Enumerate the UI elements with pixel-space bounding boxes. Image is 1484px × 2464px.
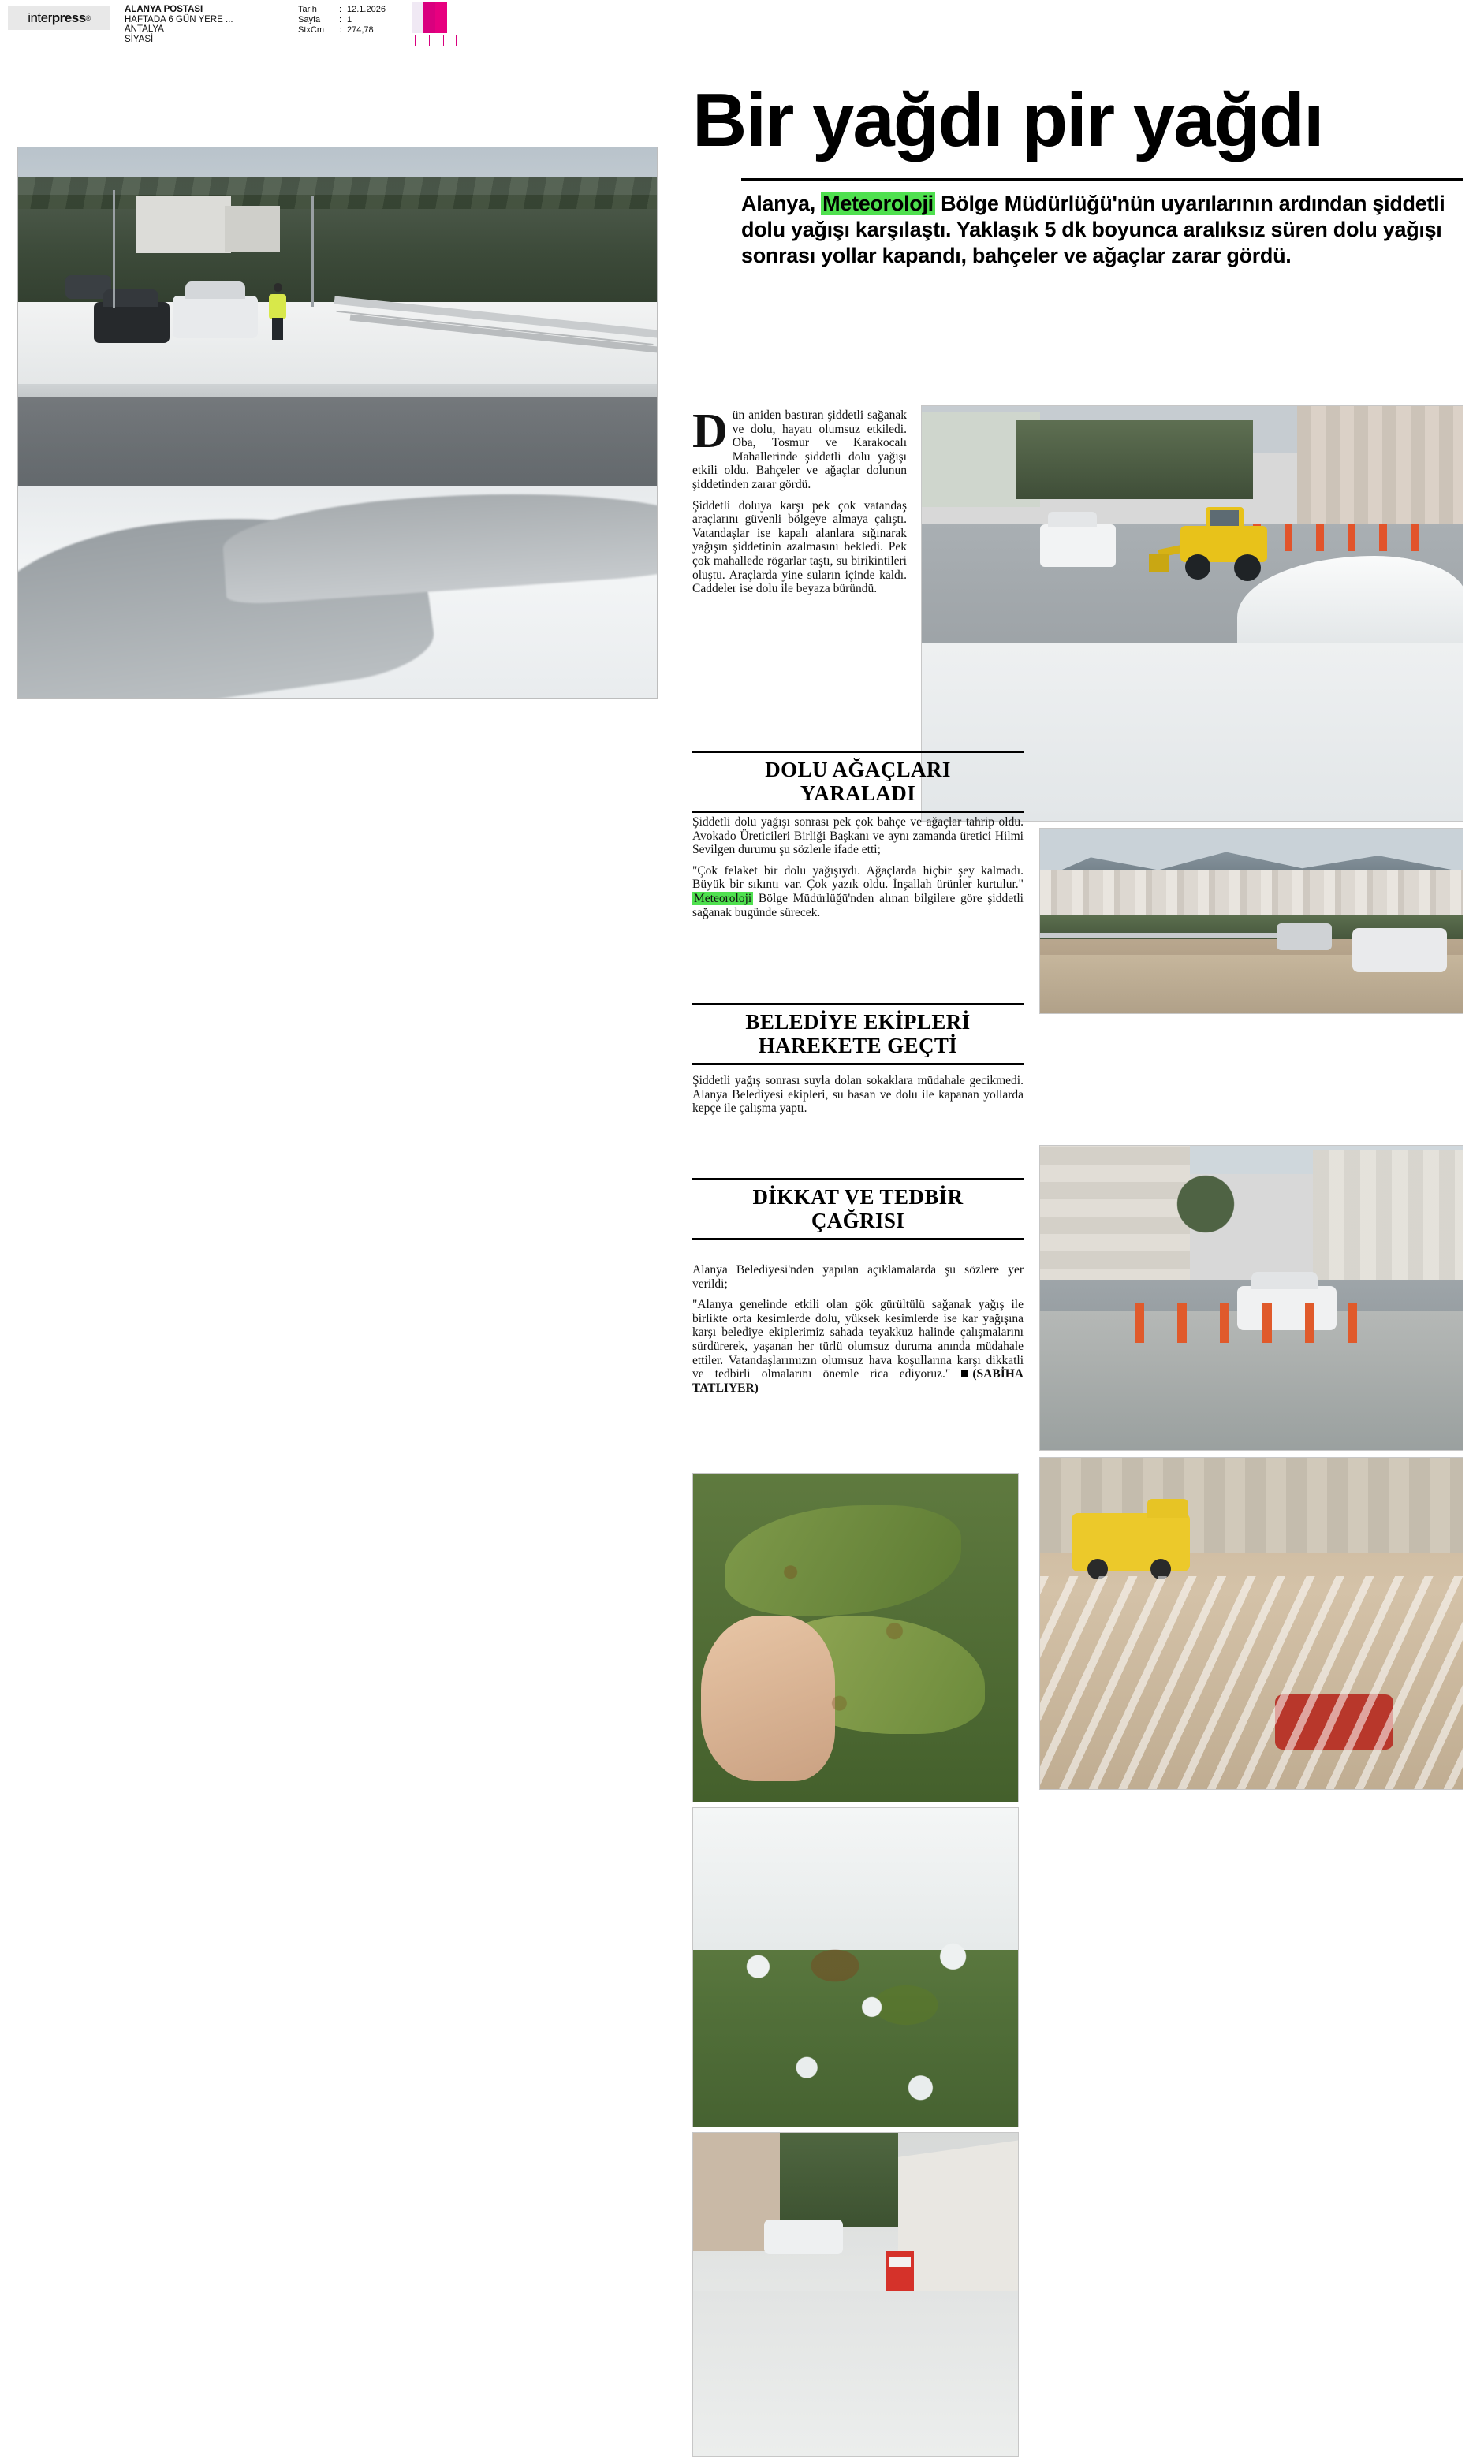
- publication-city: ANTALYA: [125, 24, 164, 35]
- photo-car-dark: [94, 302, 170, 343]
- photo-worker-legs: [272, 318, 283, 340]
- photo-palm-tree: [1158, 1169, 1253, 1256]
- photo-van-cab: [1147, 1499, 1188, 1518]
- photo-loader-windshield: [1210, 510, 1239, 526]
- subhead-2-line-2: HAREKETE GEÇTİ: [758, 1034, 958, 1057]
- end-square-icon: [961, 1370, 968, 1377]
- subhead-2-line-1: BELEDİYE EKİPLERİ: [745, 1010, 971, 1034]
- newspaper-page: [0, 62, 1484, 2464]
- headline-rule: [741, 178, 1463, 181]
- registered-mark-icon: ®: [85, 14, 91, 22]
- photo-white-van: [1040, 524, 1116, 567]
- color-calibration-bars: [412, 2, 459, 50]
- subhead-1-line-2: YARALADI: [800, 781, 916, 805]
- photo-flooded-street-cones: [1039, 1145, 1463, 1451]
- photo-coastal-road-runoff: [1039, 828, 1463, 1014]
- photo-building-2: [225, 206, 280, 252]
- photo-loader-bucket: [1149, 554, 1169, 572]
- subhead-1-line-1: DOLU AĞAÇLARI: [765, 758, 951, 781]
- registration-tick-icon: [429, 35, 430, 46]
- paragraph-1-text: ün aniden bastıran şiddetli sağanak ve dolu, hayatı olumsuz etkiledi. Oba, Tosmur ve Karakocalı Mahallerinde şiddetli dolu yağışı etkili oldu. Bahçeler ve ağaçlar dolunun şiddetinden zarar gördü.: [692, 408, 907, 491]
- subhead-2-wrap: [692, 993, 1024, 1075]
- paragraph-5: Şiddetli yağış sonrası suyla dolan sokaklara müdahale gecikmedi. Alanya Belediyesi ekipleri, su basan ve dolu ile kapanan yollarda kepçe ile çalışma yaptı.: [692, 1074, 1024, 1116]
- photo-light-pole-2: [311, 196, 314, 307]
- paragraph-4-quote: "Çok felaket bir dolu yağışıydı. Ağaçlarda hiçbir şey kalmadı. Büyük bir sıkıntı var. Çok yazık oldu. İnşallah ürünler kurtulur.": [692, 863, 1024, 892]
- meta-label-stxcm: StxCm: [298, 25, 324, 35]
- photo-water-foam: [1040, 1576, 1463, 1789]
- photo-hail-street-aerial: [692, 2132, 1019, 2457]
- photo-yellow-van: [1072, 1513, 1190, 1571]
- publication-frequency: HAFTADA 6 GÜN YERE ...: [125, 14, 233, 24]
- standfirst-text-2: Bölge Müdürlüğü'nün uyarılarının ardından şiddetli dolu yağışı karşılaştı. Yaklaşık 5 dk boyunca aralıksız süren dolu yağışı sonrası yollar kapandı, bahçeler ve ağaçlar zarar gördü.: [741, 192, 1445, 267]
- photo-hail-on-grass: [692, 1807, 1019, 2127]
- photo-building-right: [1313, 1150, 1463, 1292]
- photo-traffic-cone: [1285, 524, 1292, 551]
- article-body-column-3: [692, 1074, 1024, 1123]
- photo-building: [136, 196, 231, 253]
- photo-loader-wheel: [1185, 554, 1210, 580]
- photo-car-near: [1352, 928, 1447, 972]
- meta-value-stxcm: 274,78: [347, 25, 374, 35]
- meta-row: Tarih : 12.1.2026: [298, 5, 386, 14]
- photo-main-hail-road: [17, 147, 658, 699]
- clipping-header: [0, 0, 1484, 62]
- photo-worker-head: [274, 283, 282, 292]
- subhead-1-wrap: [692, 741, 1024, 822]
- registration-tick-icon: [443, 35, 444, 46]
- photo-white-car: [764, 2220, 843, 2254]
- page-title: Bir yağdı pir yağdı: [692, 78, 1323, 162]
- subhead-3-line-1: DİKKAT VE TEDBİR: [752, 1185, 964, 1209]
- photo-hail-covered-ground: [693, 2291, 1018, 2457]
- standfirst-highlight-meteoroloji: Meteoroloji: [822, 192, 934, 215]
- paragraph-3: Şiddetli dolu yağışı sonrası pek çok bahçe ve ağaçlar tahrip oldu. Avokado Üreticileri Birliği Başkanı ve aynı zamanda üretici Hilmi Sevilgen durumu şu sözlerle ifade etti;: [692, 815, 1024, 857]
- photo-hand-damaged-leaves: [692, 1473, 1019, 1802]
- photo-traffic-cone: [1316, 524, 1324, 551]
- photo-yellow-van-flood: [1039, 1457, 1463, 1790]
- logo-text-inter: inter: [28, 10, 52, 25]
- subhead-3-line-2: ÇAĞRISI: [811, 1209, 905, 1232]
- standfirst: [741, 191, 1463, 269]
- registration-tick-icon: [456, 35, 457, 46]
- photo-cone-row: [1135, 1303, 1395, 1351]
- paragraph-2: Şiddetli doluya karşı pek çok vatandaş araçlarını güvenli bölgeye almaya çalıştı. Vatandaşlar ise kapalı alanlara sığınarak yağışın şiddetinin azalmasını bekledi. Pek çok mahallede rögarlar taştı, su birikintileri oluştu. Araçlarda yine suların içinde kaldı. Caddeler ise dolu ile beyaza büründü.: [692, 498, 907, 596]
- meta-row: StxCm : 274,78: [298, 25, 374, 35]
- meta-value-page: 1: [347, 15, 352, 24]
- paragraph-1: [692, 404, 907, 492]
- publication-name: ALANYA POSTASI: [125, 5, 203, 14]
- article-body-column-1: [692, 404, 907, 603]
- photo-wheel-loader: [1158, 505, 1285, 584]
- photo-car-far: [1277, 923, 1332, 950]
- meta-value-date: 12.1.2026: [347, 5, 386, 14]
- color-bar-white: [447, 2, 459, 33]
- drop-cap: D: [692, 404, 728, 458]
- photo-worker-in-vest: [269, 283, 286, 340]
- photo-vegetation: [780, 2133, 898, 2227]
- meta-label-date: Tarih: [298, 5, 317, 14]
- color-bar-magenta-2: [435, 2, 447, 33]
- publication-info: [125, 5, 298, 44]
- photo-traffic-cone: [1348, 524, 1355, 551]
- meta-row: Sayfa : 1: [298, 15, 352, 24]
- standfirst-text-1: Alanya,: [741, 192, 822, 215]
- photo-car-white: [173, 296, 258, 338]
- publication-type: SİYASİ: [125, 34, 154, 44]
- interpress-logo: [8, 6, 110, 30]
- photo-traffic-cone: [1262, 1303, 1272, 1343]
- article-body-column-4: [692, 1263, 1024, 1402]
- photo-hedge: [1016, 420, 1253, 499]
- paragraph-7-text: "Alanya genelinde etkili olan gök gürültülü sağanak yağış ile birlikte orta kesimlerde dolu, yüksek kesimlerde ise kar yağışına karşı belediye ekiplerimiz sahada teyakkuz halinde çalışmalarını sürdürerek, yaşanan her türlü olumsuz duruma anında müdahale ettiler. Vatandaşlarımızın olumsuz hava koşullarına karşı dikkatli ve tedbirli olmalarını önemle rica ediyoruz.": [692, 1298, 1024, 1381]
- paragraph-4-tail: Bölge Müdürlüğü'nden alınan bilgilere göre şiddetli sağanak bugünde sürecek.: [692, 891, 1024, 919]
- photo-loader-wheel-2: [1234, 554, 1261, 581]
- paragraph-7: [692, 1298, 1024, 1395]
- photo-traffic-cone: [1305, 1303, 1314, 1343]
- photo-hail-damage-spots: [693, 1474, 1018, 1802]
- photo-traffic-cone: [1348, 1303, 1357, 1343]
- paragraph-4: [692, 864, 1024, 919]
- photo-guardrail: [1040, 933, 1277, 938]
- color-bar-magenta: [423, 2, 435, 33]
- photo-wall: [898, 2140, 1019, 2307]
- photo-scattered-hailstones: [693, 1926, 1018, 2127]
- photo-traffic-cone: [1135, 1303, 1144, 1343]
- article-body-column-2: [692, 815, 1024, 926]
- photo-traffic-cone: [1177, 1303, 1187, 1343]
- photo-traffic-cone: [1411, 524, 1419, 551]
- photo-worker-vest: [269, 294, 286, 319]
- photo-traffic-cone: [1379, 524, 1387, 551]
- registration-tick-icon: [415, 35, 416, 46]
- meta-label-page: Sayfa: [298, 15, 321, 24]
- photo-building-right: [1297, 406, 1463, 540]
- color-bar-pale: [412, 2, 423, 33]
- paragraph-4-highlight-meteoroloji: Meteoroloji: [694, 891, 752, 905]
- logo-text-press: press: [51, 10, 86, 25]
- photo-traffic-cone: [1220, 1303, 1229, 1343]
- subhead-3-wrap: [692, 1169, 1024, 1250]
- byline: (SABİHA TATLIYER): [692, 1367, 1024, 1395]
- photo-light-pole: [113, 190, 115, 308]
- paragraph-6: Alanya Belediyesi'nden yapılan açıklamalarda şu sözlere yer verildi;: [692, 1263, 1024, 1291]
